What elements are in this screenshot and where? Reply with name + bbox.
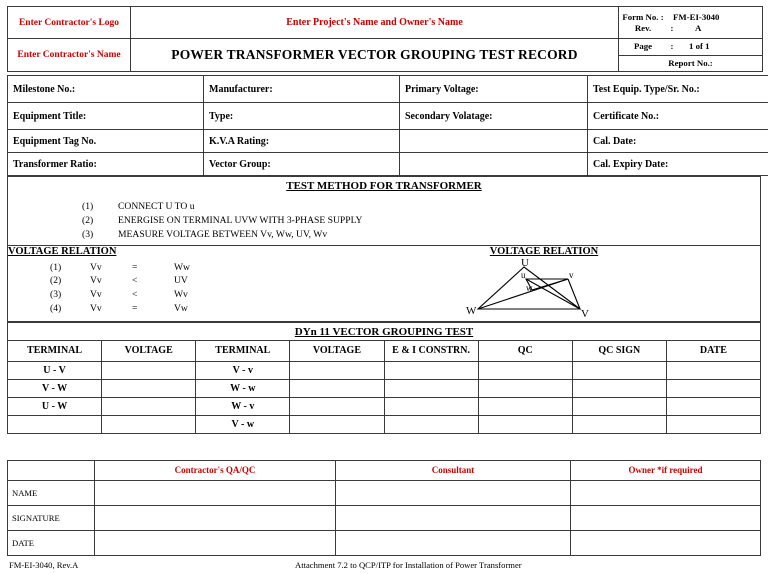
info-row [8, 76, 768, 103]
footer-form-ref: FM-EI-3040, Rev.A [9, 560, 78, 570]
field-kva-rating[interactable]: K.V.A Rating: [204, 130, 400, 153]
cell-voltage-hv[interactable] [102, 379, 196, 397]
vr-number: (4) [50, 302, 90, 316]
field-equipment-title[interactable]: Equipment Title: [8, 103, 204, 130]
field-blank-1[interactable] [400, 130, 588, 153]
cell-terminal-lv: W - w [196, 379, 290, 397]
voltage-relation-right-title: VOLTAGE RELATION [328, 246, 760, 257]
signoff-col-consultant: Consultant [336, 460, 571, 480]
cell-voltage-lv[interactable] [290, 415, 384, 433]
test-method-title: TEST METHOD FOR TRANSFORMER [8, 177, 760, 194]
project-name-cell: Enter Project's Name and Owner's Name [131, 7, 619, 39]
test-method-block [7, 176, 761, 322]
report-no-label: Report No.: [668, 58, 712, 68]
field-certificate-no[interactable]: Certificate No.: [588, 103, 768, 130]
vector-phasor-diagram-svg [464, 257, 624, 319]
test-method-steps [8, 194, 760, 245]
signoff-label-signature: SIGNATURE [8, 505, 95, 530]
cell-ei-constrn[interactable] [384, 379, 478, 397]
field-milestone-no[interactable]: Milestone No.: [8, 76, 204, 103]
field-manufacturer[interactable]: Manufacturer: [204, 76, 400, 103]
voltage-relation-row [8, 274, 328, 288]
voltage-relation-row [8, 288, 328, 302]
cell-voltage-hv[interactable] [102, 415, 196, 433]
info-row [8, 103, 768, 130]
cell-terminal-hv: V - W [8, 379, 102, 397]
vr-operator: = [132, 261, 174, 275]
vr-lhs: Vv [90, 261, 132, 275]
page-row [619, 41, 762, 55]
cell-date[interactable] [666, 415, 760, 433]
label-U: U [521, 257, 529, 269]
col-terminal-lv: TERMINAL [196, 340, 290, 361]
signoff-label-date: DATE [8, 530, 95, 555]
label-w: w [526, 283, 533, 293]
step-number: (1) [82, 200, 118, 214]
signoff-date-owner[interactable] [571, 530, 761, 555]
document-header [7, 6, 763, 72]
contractor-name-cell: Enter Contractor's Name [8, 39, 131, 72]
cell-qc[interactable] [478, 415, 572, 433]
field-cal-date[interactable]: Cal. Date: [588, 130, 768, 153]
field-secondary-voltage[interactable]: Secondary Volatage: [400, 103, 588, 130]
cell-voltage-lv[interactable] [290, 379, 384, 397]
cell-ei-constrn[interactable] [384, 361, 478, 379]
signoff-row [8, 505, 761, 530]
signoff-name-owner[interactable] [571, 480, 761, 505]
table-row [8, 361, 761, 379]
label-v: v [569, 270, 574, 280]
voltage-relation-rows [8, 257, 328, 315]
cell-qc[interactable] [478, 361, 572, 379]
vr-rhs: Vw [174, 302, 218, 316]
field-equipment-tag-no[interactable]: Equipment Tag No. [8, 130, 204, 153]
signoff-signature-owner[interactable] [571, 505, 761, 530]
label-u: u [521, 270, 526, 280]
form-meta-bottom [619, 39, 763, 72]
info-row [8, 153, 768, 176]
vector-diagram [328, 257, 760, 321]
cell-qc-sign[interactable] [572, 415, 666, 433]
cell-date[interactable] [666, 379, 760, 397]
vr-operator: < [132, 274, 174, 288]
label-V: V [581, 308, 589, 319]
cell-qc[interactable] [478, 379, 572, 397]
cell-date[interactable] [666, 397, 760, 415]
signoff-corner-cell [8, 460, 95, 480]
cell-date[interactable] [666, 361, 760, 379]
vr-lhs: Vv [90, 288, 132, 302]
rev-label: Rev. [619, 23, 667, 34]
page-title: POWER TRANSFORMER VECTOR GROUPING TEST RECORD [131, 39, 619, 72]
form-no-label: Form No. : [619, 12, 667, 23]
voltage-relation-cell [8, 245, 761, 321]
cell-ei-constrn[interactable] [384, 397, 478, 415]
signoff-name-consultant[interactable] [336, 480, 571, 505]
form-meta-top [619, 7, 763, 39]
signoff-signature-contractor[interactable] [95, 505, 336, 530]
signoff-col-contractor: Contractor's QA/QC [95, 460, 336, 480]
cell-terminal-lv: V - w [196, 415, 290, 433]
rev-colon: : [667, 23, 677, 34]
col-date: DATE [666, 340, 760, 361]
col-voltage-hv: VOLTAGE [102, 340, 196, 361]
vector-grouping-test-table [7, 322, 761, 434]
field-type[interactable]: Type: [204, 103, 400, 130]
cell-voltage-hv[interactable] [102, 397, 196, 415]
field-test-equip-type[interactable]: Test Equip. Type/Sr. No.: [588, 76, 768, 103]
signoff-row [8, 480, 761, 505]
document-footer [7, 560, 761, 574]
signoff-label-name: NAME [8, 480, 95, 505]
vr-number: (2) [50, 274, 90, 288]
footer-attachment-ref: Attachment 7.2 to QCP/ITP for Installation of Power Transformer [295, 560, 522, 570]
equipment-info-grid [7, 75, 768, 176]
signoff-col-owner: Owner *if required [571, 460, 761, 480]
step-text: CONNECT U TO u [118, 200, 195, 214]
col-ei-constrn: E & I CONSTRN. [384, 340, 478, 361]
step-number: (3) [82, 228, 118, 242]
cell-qc-sign[interactable] [572, 397, 666, 415]
field-transformer-ratio[interactable]: Transformer Ratio: [8, 153, 204, 176]
field-blank-2[interactable] [400, 153, 588, 176]
table-header-row [8, 340, 761, 361]
signoff-name-contractor[interactable] [95, 480, 336, 505]
test-method-cell [8, 177, 761, 246]
cell-terminal-hv: U - V [8, 361, 102, 379]
test-method-step [8, 214, 760, 228]
cell-voltage-lv[interactable] [290, 397, 384, 415]
cell-terminal-lv: W - v [196, 397, 290, 415]
vr-operator: < [132, 288, 174, 302]
vr-lhs: Vv [90, 302, 132, 316]
cell-ei-constrn[interactable] [384, 415, 478, 433]
report-no-row [619, 55, 762, 69]
signoff-signature-consultant[interactable] [336, 505, 571, 530]
vr-number: (1) [50, 261, 90, 275]
cell-qc-sign[interactable] [572, 379, 666, 397]
rev-row [619, 23, 762, 34]
field-primary-voltage[interactable]: Primary Voltage: [400, 76, 588, 103]
cell-terminal-hv [8, 415, 102, 433]
signoff-table [7, 460, 761, 556]
cell-voltage-hv[interactable] [102, 361, 196, 379]
signoff-date-consultant[interactable] [336, 530, 571, 555]
step-number: (2) [82, 214, 118, 228]
label-W: W [466, 305, 477, 317]
rev-value: A [677, 23, 701, 34]
signoff-header-row [8, 460, 761, 480]
page-colon: : [667, 41, 677, 52]
signoff-row [8, 530, 761, 555]
vector-grouping-test-title: DYn 11 VECTOR GROUPING TEST [8, 322, 761, 340]
table-row [8, 415, 761, 433]
voltage-relation-row [8, 261, 328, 275]
cell-terminal-lv: V - v [196, 361, 290, 379]
voltage-relation-right [328, 246, 760, 321]
contractor-logo-cell: Enter Contractor's Logo [8, 7, 131, 39]
page-value: 1 of 1 [677, 41, 710, 52]
page-label: Page [619, 41, 667, 52]
test-method-step [8, 200, 760, 214]
test-method-step [8, 228, 760, 242]
col-qc-sign: QC SIGN [572, 340, 666, 361]
cell-voltage-lv[interactable] [290, 361, 384, 379]
vr-rhs: Ww [174, 261, 218, 275]
col-terminal-hv: TERMINAL [8, 340, 102, 361]
field-cal-expiry-date[interactable]: Cal. Expiry Date: [588, 153, 768, 176]
vr-number: (3) [50, 288, 90, 302]
form-no-value: FM-EI-3040 [667, 12, 719, 23]
step-text: ENERGISE ON TERMINAL UVW WITH 3-PHASE SUPPLY [118, 214, 362, 228]
cell-qc-sign[interactable] [572, 361, 666, 379]
voltage-relation-row [8, 302, 328, 316]
vr-lhs: Vv [90, 274, 132, 288]
col-voltage-lv: VOLTAGE [290, 340, 384, 361]
vr-rhs: Wv [174, 288, 218, 302]
vr-rhs: UV [174, 274, 218, 288]
form-no-row [619, 12, 762, 23]
table-row [8, 397, 761, 415]
vr-operator: = [132, 302, 174, 316]
col-qc: QC [478, 340, 572, 361]
signoff-date-contractor[interactable] [95, 530, 336, 555]
table-row [8, 379, 761, 397]
step-text: MEASURE VOLTAGE BETWEEN Vv, Ww, UV, Wv [118, 228, 327, 242]
cell-qc[interactable] [478, 397, 572, 415]
voltage-relation-left-title: VOLTAGE RELATION [8, 246, 328, 257]
cell-terminal-hv: U - W [8, 397, 102, 415]
info-row [8, 130, 768, 153]
voltage-relation-left [8, 246, 328, 321]
field-vector-group[interactable]: Vector Group: [204, 153, 400, 176]
